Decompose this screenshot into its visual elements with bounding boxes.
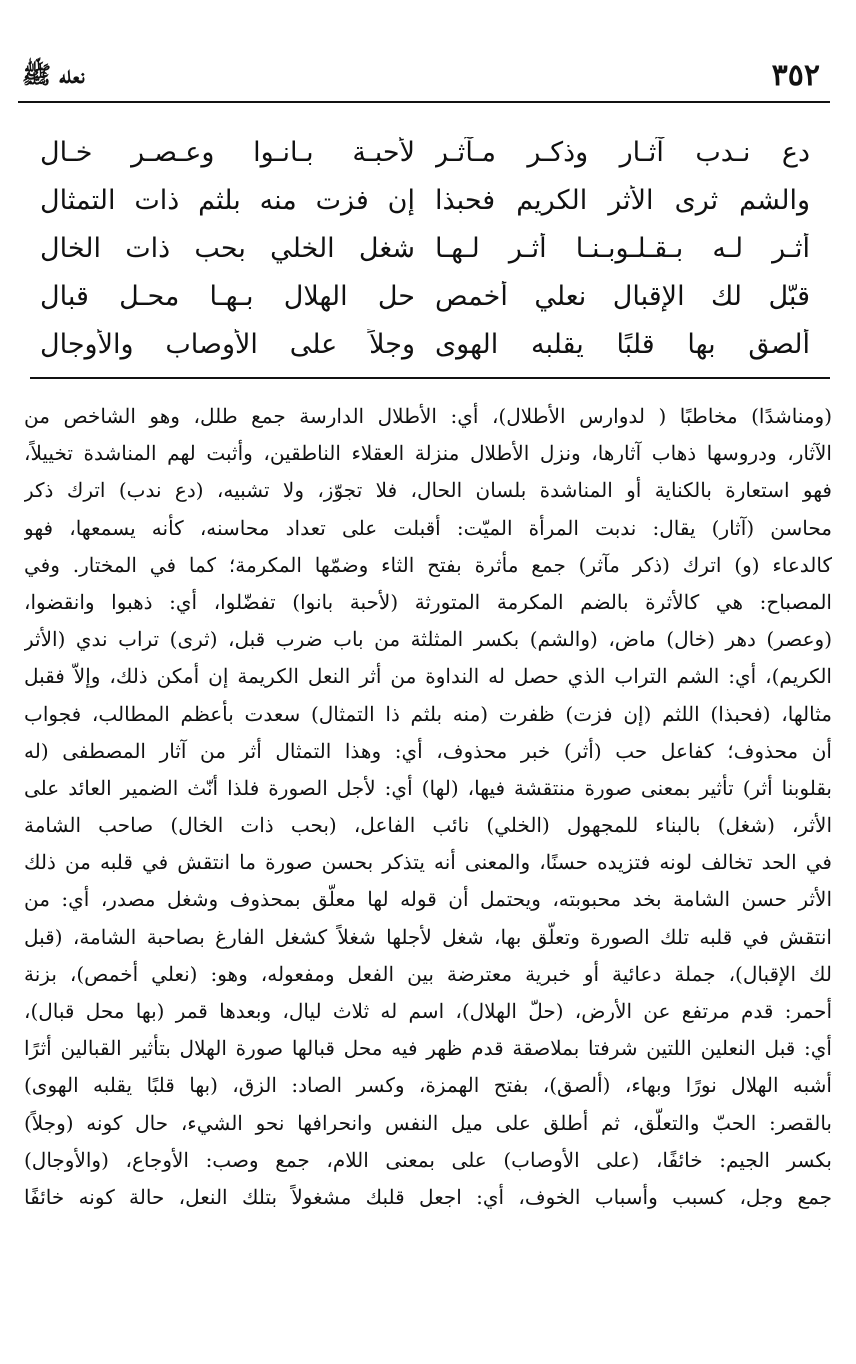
commentary-line: الأثر، (شغل) بالبناء للمجهول (الخلي) نائب الفاعل، (بحب ذات الخال) صاحب الشامة	[24, 813, 832, 838]
commentary-line: محاسن (آثار) يقال: ندبت المرأة الميّت: أقبلت على تعداد محاسنه، كأنه يسمعها، فهو	[24, 515, 832, 540]
commentary-line: أشبه الهلال نورًا وبهاء، (ألصق)، بفتح الهمزة، وكسر الصاد: الزق، (بها قلبًا يقلبه الهوى)	[24, 1073, 832, 1098]
poem-verse	[40, 176, 810, 224]
header-divider	[18, 101, 830, 103]
poem-verse	[40, 224, 810, 272]
poem-verse	[40, 128, 810, 176]
poem-block	[40, 128, 810, 368]
commentary-line: الكريم)، أي: الشم التراب الذي حصل له النداوة من أثر النعل الكريمة إن أمكن ذلك، وإلاّ فقبل	[24, 664, 832, 689]
verse-first-hemistich: أثـر لـه بـقـلـوبـنـا أثـر لـهـا	[435, 232, 810, 264]
verse-second-hemistich: إن فزت منه بلثم ذات التمثال	[40, 184, 415, 216]
commentary-line: المصباح: هي كالأثرة بالضم المكرمة المتورثة (لأحبة بانوا) تفضّلوا، أي: ذهبوا وانقضوا،	[24, 589, 832, 614]
commentary-line: (ومناشدًا) مخاطبًا ( لدوارس الأطلال)، أي: الأطلال الدارسة جمع طلل، وهو الشاخص من	[24, 404, 832, 428]
verse-second-hemistich: وجلاً على الأوصاب والأوجال	[40, 328, 415, 360]
commentary-text	[24, 398, 832, 1216]
commentary-line: بكسر الجيم: خائفًا، (على الأوصاب) على بمعنى اللام، جمع وصب: الأوجاع، (والأوجال)	[24, 1147, 832, 1172]
poem-verse	[40, 320, 810, 368]
poem-commentary-divider	[30, 377, 830, 379]
commentary-line: جمع وجل، كسبب وأسباب الخوف، أي: اجعل قلبك مشغولاً بتلك النعل، حالة كونه خائفًا	[24, 1184, 832, 1209]
verse-first-hemistich: والشم ثرى الأثر الكريم فحبذا	[435, 184, 810, 216]
verse-second-hemistich: شغل الخلي بحب ذات الخال	[40, 232, 415, 264]
commentary-line: انتقش في قلبه تلك الصورة وتعلّق بها، شغل لأجلها شغلاً كشغل الفارغ بصاحبة الشامة، (قبل	[24, 924, 832, 949]
commentary-line: لك الإقبال)، جملة دعائية أو خبرية معترضة بين الفعل ومفعوله، وهو: (نعلي أخمص)، بزنة	[24, 961, 832, 986]
commentary-line: في الحد تخالف لونه فتزيده حسنًا، والمعنى أنه يتذكر بحسن صورة ما انتقش في قلبه من ذلك	[24, 850, 832, 875]
commentary-line: أي: قبل النعلين اللتين شرفتا بملاصقة قدم ظهر فيه محل قبالها صورة الهلال بتأثير القبالين أثرًا	[24, 1036, 832, 1061]
commentary-line: أحمر: قدم مرتفع عن الأرض، (حلّ الهلال)، اسم له ثلاث ليال، وبعدها قمر (بها محل قبال)،	[24, 999, 832, 1023]
running-title: نعله ﷺ	[22, 60, 85, 89]
verse-first-hemistich: ألصق بها قلبًا يقلبه الهوى	[435, 328, 810, 360]
commentary-line: أن محذوف؛ كفاعل حب (أثر) خبر محذوف، أي: وهذا التمثال أثر من آثار المصطفى (له	[24, 738, 832, 763]
commentary-line: بالقصر: الحبّ والتعلّق، ثم أطلق على ميل النفس وانحرافها نحو الشيء، حال كونه (وجلاً)	[24, 1110, 832, 1135]
commentary-line: بقلوبنا أثر) تأثير بمعنى صورة منتقشة فيها، (لها) أي: لأجل الصورة فلذا أنّث الضمير العائد على	[24, 775, 832, 800]
poem-verse	[40, 272, 810, 320]
verse-first-hemistich: دع نـدب آثـار وذكـر مـآثـر	[435, 136, 810, 168]
commentary-line: مثالها، (فحبذا) اللثم (إن فزت) ظفرت (منه بلثم ذا التمثال) سعدت بأعظم المطالب، فجواب	[24, 701, 832, 726]
verse-first-hemistich: قبّل لك الإقبال نعلي أخمص	[435, 280, 810, 312]
page-number: ٣٥٢	[771, 58, 820, 93]
commentary-line: الأثر حسن الشامة بخد محبوبته، ويحتمل أن قوله لها معلّق بمحذوف وشغل مصدر، أي: من	[24, 887, 832, 912]
commentary-line: الآثار، ودروسها ذهاب آثارها، ونزل الأطلال منزلة العقلاء الناطقين، وأثبت لهم المناشدة تخييلاً،	[24, 441, 832, 466]
commentary-line: فهو استعارة بالكناية أو المناشدة بلسان الحال، فلا تجوّز، ولا تشبيه، (دع ندب) اترك ذكر	[24, 478, 832, 503]
commentary-line: (وعصر) دهر (خال) ماض، (والشم) بكسر المثلثة من باب ضرب قبل، (ثرى) تراب ندي (الأثر	[24, 627, 832, 652]
commentary-line: كالدعاء (و) اترك (ذكر مآثر) جمع مأثرة بفتح الثاء وضمّها المكرمة؛ كما في المختار. وفي	[24, 552, 832, 577]
verse-second-hemistich: حل الهلال بـهـا محـل قبال	[40, 280, 415, 312]
verse-second-hemistich: لأحبـة بـانـوا وعـصـر خـال	[40, 136, 415, 168]
